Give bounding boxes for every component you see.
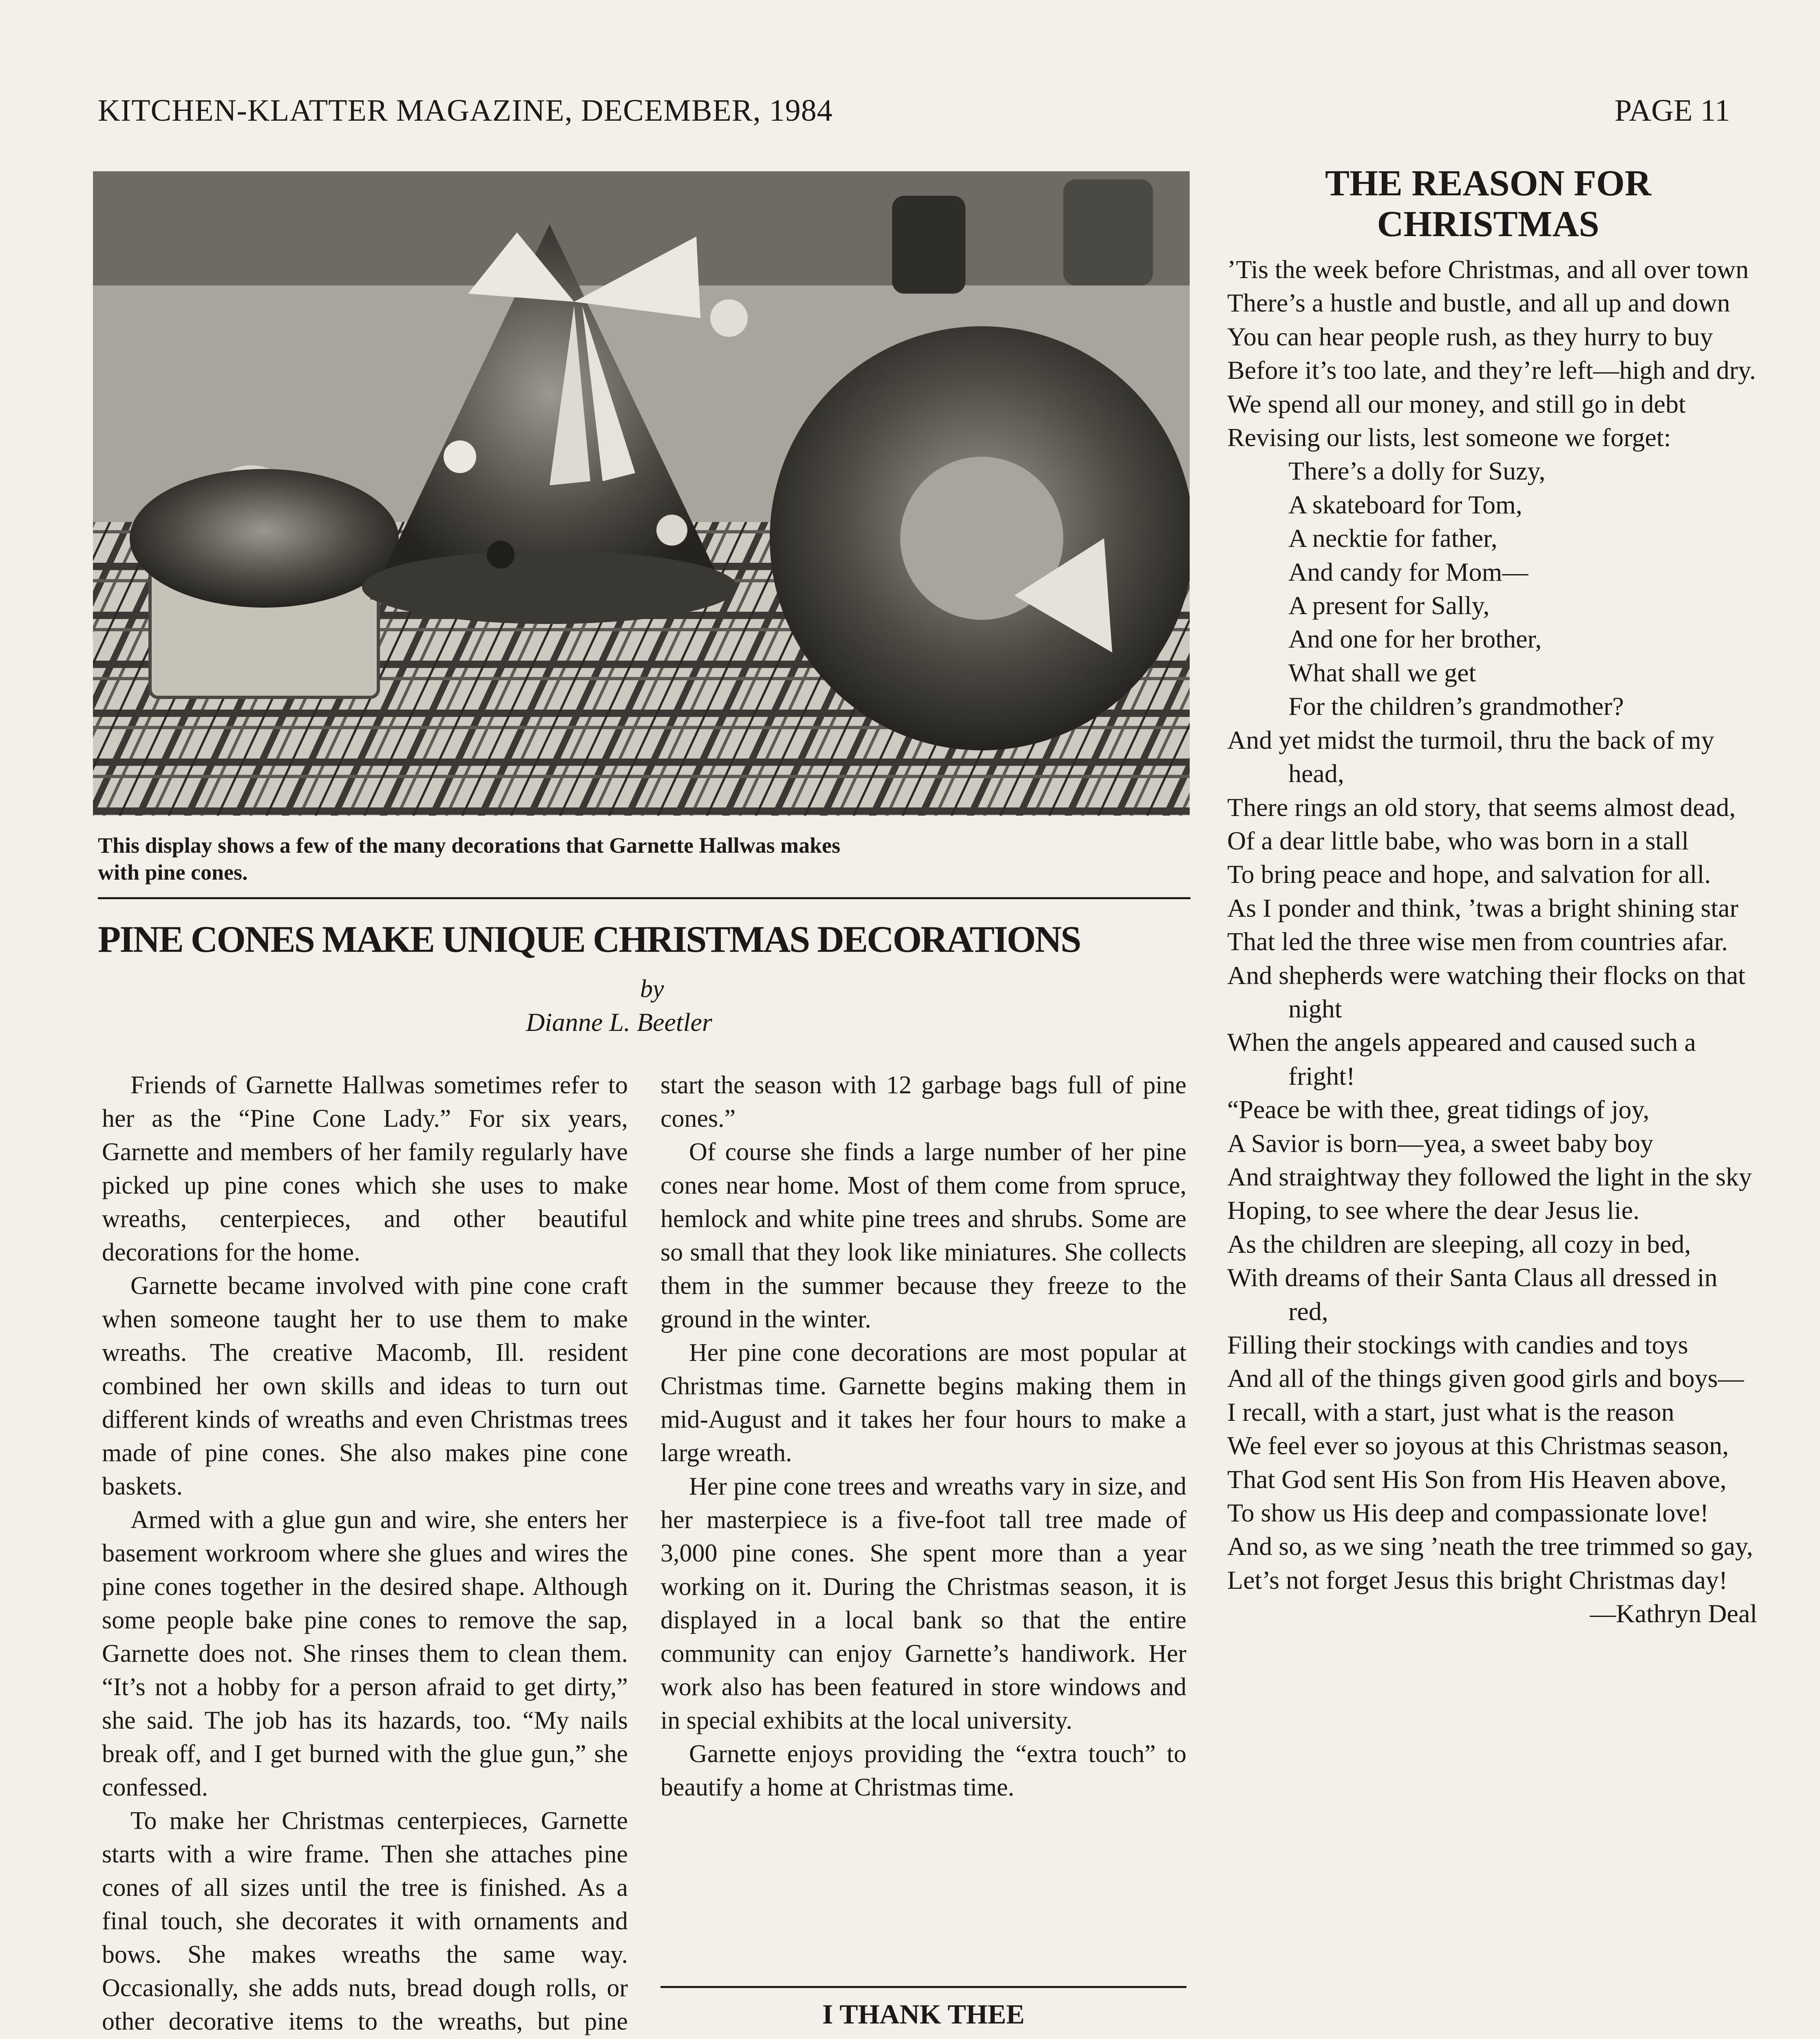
poem-line: To bring peace and hope, and salvation for all. [1227, 860, 1711, 889]
poem-line: ’Tis the week before Christmas, and all over town [1227, 255, 1749, 284]
decorations-photo-image [93, 171, 1190, 816]
paragraph: Of course she finds a large number of her pine cones near home. Most of them come from spruce, hemlock and white pine trees and shrubs. Some are so small that they look like miniatures. She collects them in the summer because they freeze to the ground in the winter. [660, 1138, 1186, 1333]
paragraph: Her pine cone trees and wreaths vary in size, and her masterpiece is a five-foot tall tree made of 3,000 pine cones. She spent more than a year working on it. During the Christmas season, it is displayed in a local bank so that the entire community can enjoy Garnette’s handiwork. Her work also has been featured in store windows and in special exhibits at the local university. [660, 1473, 1186, 1734]
poem-line: And so, as we sing ’neath the tree trimmed so gay, [1227, 1532, 1753, 1561]
paragraph: Garnette enjoys providing the “extra touch” to beautify a home at Christmas time. [660, 1740, 1186, 1801]
divider-rule [660, 1986, 1186, 1988]
poem-line: You can hear people rush, as they hurry to buy [1227, 322, 1713, 351]
poem-line: And yet midst the turmoil, thru the back of my head, [1227, 725, 1714, 788]
running-header: KITCHEN-KLATTER MAGAZINE, DECEMBER, 1984 [98, 93, 833, 128]
poem-line: We spend all our money, and still go in debt [1227, 389, 1686, 418]
article-column-1 [102, 1068, 628, 2039]
poem-line: A necktie for father, [1288, 524, 1498, 553]
poem-line: Filling their stockings with candies and toys [1227, 1330, 1688, 1359]
poem-line: There’s a hustle and bustle, and all up and down [1227, 288, 1730, 318]
poem-line: To show us His deep and compassionate love! [1227, 1498, 1709, 1528]
poem-line: And one for her brother, [1288, 624, 1542, 654]
caption-line-1: This display shows a few of the many decorations that Garnette Hallwas makes [98, 833, 841, 858]
poem-line: With dreams of their Santa Claus all dressed in red, [1227, 1263, 1718, 1326]
poem-line: As the children are sleeping, all cozy in bed, [1227, 1229, 1691, 1258]
poem-line: That God sent His Son from His Heaven above, [1227, 1464, 1727, 1494]
caption-line-2: with pine cones. [98, 860, 248, 885]
paragraph: To make her Christmas centerpieces, Garnette starts with a wire frame. Then she attaches pine cones of all sizes until the tree is finished. As a final touch, she decorates it with ornaments and bows. She makes wreaths the same way. Occasionally, she adds nuts, bread dough rolls, or other decorative items to the wreaths, but pine [102, 1807, 628, 2035]
poem-line: Of a dear little babe, who was born in a stall [1227, 826, 1689, 855]
poem-line: When the angels appeared and caused such a fright! [1227, 1028, 1696, 1090]
poem-line: Revising our lists, lest someone we forget: [1227, 423, 1671, 452]
poem-line: Let’s not forget Jesus this bright Christmas day! [1227, 1565, 1728, 1594]
poem-title [1223, 163, 1753, 245]
page-number: PAGE 11 [1615, 93, 1730, 128]
paragraph: Garnette became involved with pine cone craft when someone taught her to use them to make wreaths. The creative Macomb, Ill. resident combined her own skills and ideas to turn out different kinds of wreaths and even Christmas trees made of pine cones. She also makes pine cone baskets. [102, 1272, 628, 1500]
photo-caption [98, 832, 1191, 886]
paragraph: Her pine cone decorations are most popular at Christmas time. Garnette begins making them in mid-August and it takes her four hours to make a large wreath. [660, 1339, 1186, 1467]
poem-line: A skateboard for Tom, [1288, 490, 1522, 519]
poem-line: “Peace be with thee, great tidings of joy, [1227, 1095, 1650, 1124]
article-title: PINE CONES MAKE UNIQUE CHRISTMAS DECORATIONS [98, 918, 1080, 960]
poem-line: We feel ever so joyous at this Christmas season, [1227, 1431, 1729, 1460]
decorations-photo [93, 171, 1190, 816]
article-column-2 [660, 1068, 1186, 1804]
divider-rule [98, 897, 1191, 899]
poem-line: As I ponder and think, ’twas a bright shining star [1227, 893, 1738, 922]
poem-line: There rings an old story, that seems almost dead, [1227, 792, 1736, 822]
poem-line: Before it’s too late, and they’re left—high and dry. [1227, 356, 1756, 385]
thank-thee-title: I THANK THEE [822, 1999, 1025, 2030]
paragraph: Armed with a glue gun and wire, she enters her basement workroom where she glues and wires the pine cones together in the desired shape. Although some people bake pine cones to remove the sap, Garnette does not. She rinses them to clean them. “It’s not a hobby for a person afraid to get dirty,” she said. The job has its hazards, too. “My nails break off, and I get burned with the glue gun,” she confessed. [102, 1506, 628, 1801]
poem-line: For the children’s grandmother? [1288, 692, 1624, 721]
paragraph-continued: start the season with 12 garbage bags full of pine cones.” [660, 1071, 1186, 1132]
poem-line: I recall, with a start, just what is the reason [1227, 1397, 1674, 1426]
poem-line: There’s a dolly for Suzy, [1288, 456, 1546, 486]
poem-line: Hoping, to see where the dear Jesus lie. [1227, 1196, 1640, 1225]
poem-line: A present for Sally, [1288, 591, 1490, 620]
paragraph: Friends of Garnette Hallwas sometimes refer to her as the “Pine Cone Lady.” For six years, Garnette and members of her family regularly have picked up pine cones which she uses to make wreaths, centerpieces, and other beautiful decorations for the home. [102, 1071, 628, 1266]
poem-title-line-1: THE REASON FOR [1325, 163, 1652, 203]
byline-author: Dianne L. Beetler [526, 1008, 712, 1037]
poem-line: A Savior is born—yea, a sweet baby boy [1227, 1128, 1654, 1158]
poem-line: That led the three wise men from countries afar. [1227, 927, 1728, 956]
poem-line: And all of the things given good girls and boys— [1227, 1364, 1744, 1393]
poem-line: What shall we get [1288, 658, 1476, 687]
poem-line: And straightway they followed the light in the sky [1227, 1162, 1752, 1191]
poem-title-line-2: CHRISTMAS [1377, 204, 1599, 244]
poem-line: And candy for Mom— [1288, 557, 1528, 586]
byline-by: by [640, 975, 664, 1003]
reason-for-christmas-poem [1227, 253, 1757, 1631]
poem-line: And shepherds were watching their flocks on that night [1227, 960, 1745, 1023]
poem-author: —Kathryn Deal [1590, 1599, 1757, 1628]
